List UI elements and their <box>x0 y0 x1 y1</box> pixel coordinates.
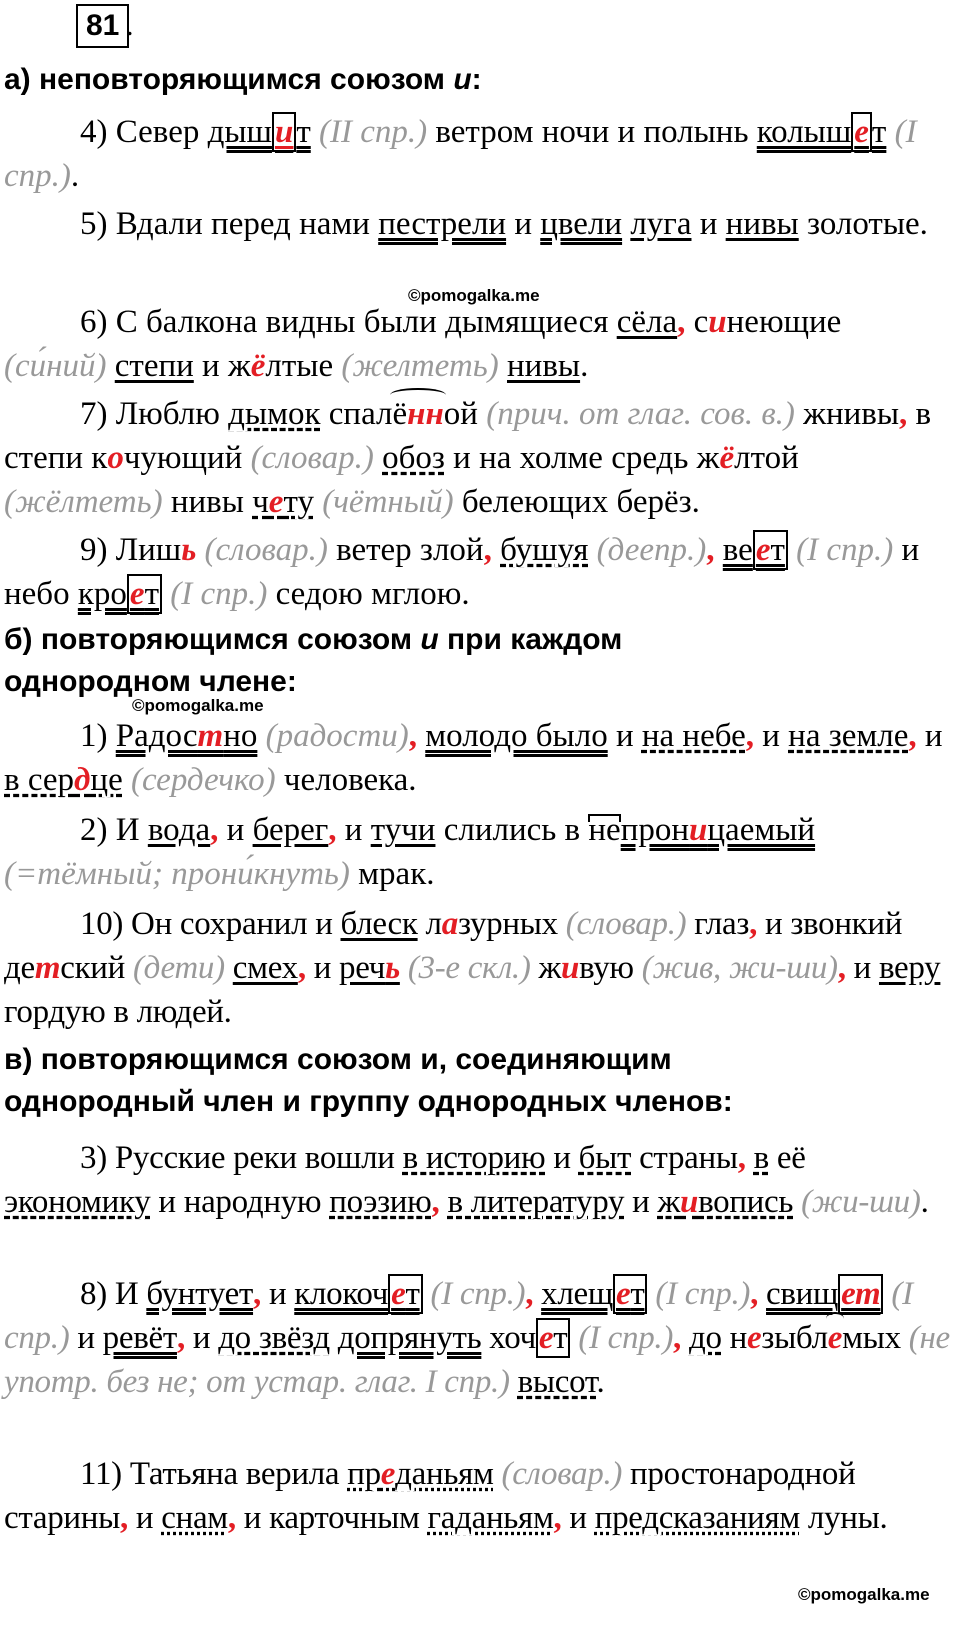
watermark-3: ©pomogalka.me <box>798 1585 930 1604</box>
sentence-11: 11) Татьяна верила преданьям (словар.) простонародной старины, и снам, и карточным гаданьям, и предсказаниям луны. <box>4 1456 888 1536</box>
exercise-number-dot: . <box>126 9 134 42</box>
sentence-8: 8) И бунтует, и клокочет (I спр.), хлещет (I спр.), свищет (I спр.) и ревёт, и до звёзд допрянуть хочет (I спр.), до незыблемых (не употр. без не; от устар. глаг. I спр.) высот. <box>4 1276 950 1400</box>
section-v-heading-line-2: однородный член и группу однородных членов: <box>4 1085 733 1118</box>
sentence-5: 5) Вдали перед нами пестрели и цвели луга и нивы золотые. <box>80 206 928 242</box>
sentence-4: 4) Север дышит (II спр.) ветром ночи и полынь колышет (I спр.). <box>4 114 917 194</box>
section-a-heading: а) неповторяющимся союзом и: <box>4 63 482 96</box>
sentence-10: 10) Он сохранил и блеск лазурных (словар.) глаз, и звонкий детский (дети) смех, и речь (3-е скл.) живую (жив, жи-ши), и веру гордую в людей. <box>4 906 941 1030</box>
sentence-3: 3) Русские реки вошли в историю и быт страны, в её экономику и народную поэзию, в литературу и живопись (жи-ши). <box>4 1140 929 1220</box>
sentence-1: 1) Радостно (радости), молодо было и на небе, и на земле, и в сердце (сердечко) человека. <box>4 718 943 798</box>
section-b-heading-line-2: однородном члене: <box>4 665 297 698</box>
sentence-9: 9) Лишь (словар.) ветер злой, бушуя (деепр.), веет (I спр.) и небо кроет (I спр.) седою мглою. <box>4 532 920 612</box>
watermark-1: ©pomogalka.me <box>408 286 540 305</box>
section-b-heading: б) повторяющимся союзом и при каждом <box>4 623 623 656</box>
exercise-number: 81 <box>76 4 129 48</box>
watermark-2: ©pomogalka.me <box>132 696 264 715</box>
section-v-heading: в) повторяющимся союзом и, соединяющим <box>4 1043 672 1076</box>
sentence-7: 7) Люблю дымок спалённой (прич. от глаг. сов. в.) жнивы, в степи кочующий (словар.) обоз и на холме средь жёлтой (жёлтеть) нивы чету (чётный) белеющих берёз. <box>4 396 932 520</box>
sentence-6: 6) С балкона видны были дымящиеся сёла, синеющие (си́ний) степи и жёлтые (желтеть) нивы. <box>4 304 842 384</box>
sentence-2: 2) И вода, и берег, и тучи слились в непроницаемый (=тёмный; прони́кнуть) мрак. <box>4 812 816 892</box>
